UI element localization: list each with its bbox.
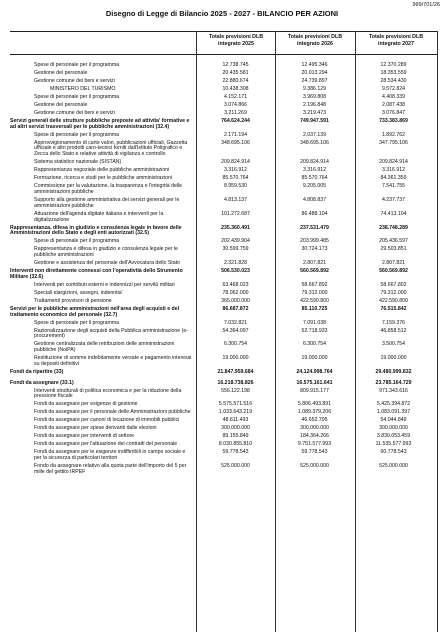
row-label: Formazione, ricerca e studi per le pubbliche amministrazioni (34, 175, 173, 182)
table-row (10, 198, 438, 210)
row-value-2026: 209.824.914 (300, 159, 329, 166)
table-row (10, 133, 438, 139)
row-label: Gestione del personale (34, 69, 88, 76)
row-value-2025: 3.074.866 (223, 101, 248, 108)
row-value-2026: 86.488.104 (301, 210, 328, 217)
row-value-2026: 3.316.912 (302, 167, 327, 174)
row-value-2026: 24.124.998.764 (296, 368, 333, 375)
row-value-2025: 4.813.137 (223, 196, 248, 203)
row-value-2025: 101.272.687 (221, 210, 250, 217)
row-value-2026: 300.000.000 (300, 425, 329, 432)
row-value-2025: 556.122.198 (221, 387, 250, 394)
row-label: Attuazione dell'agenda digitale italiana e interventi per la digitalizzazione (34, 210, 164, 223)
column-header-2026: Totale previsioni DLB integrato 2026 (287, 34, 343, 47)
row-label: Fondi da assegnare per interventi di settore (34, 433, 135, 440)
row-value-2026: 30.724.173 (301, 246, 328, 253)
row-label: Gestione centralizzata delle retribuzioni delle amministrazioni pubbliche (NoiPA) (34, 341, 175, 354)
document-number: 999/701/26 (412, 2, 440, 8)
row-value-2027: 3.830.053.459 (376, 433, 411, 440)
row-value-2027: 28.534.430 (380, 77, 407, 84)
table-row (10, 226, 438, 238)
row-label: Spese di personale per il programma (34, 319, 120, 326)
row-value-2026: 5.806.493.891 (297, 401, 332, 408)
row-value-2025: 2.321.828 (223, 260, 248, 267)
row-label: Servizi per le pubbliche amministrazioni nell'area degli acquisti e del trattamento economico del personale (32.7) (10, 305, 180, 318)
row-label: MINISTERO DEL TURISMO (50, 85, 116, 92)
row-value-2026: 52.718.933 (301, 327, 328, 334)
row-value-2027: 205.436.597 (379, 238, 408, 245)
table-row (10, 299, 438, 305)
row-value-2025: 202.439.904 (221, 238, 250, 245)
row-value-2026: 7.091.038 (302, 319, 327, 326)
row-value-2027: 54.044.849 (380, 417, 407, 424)
row-label: Spese di personale per il programma (34, 62, 120, 68)
row-value-2027: 58.667.802 (380, 281, 407, 288)
row-label: Sistema statistico nazionale (SISTAN) (34, 159, 122, 166)
row-label: Speciali elargizioni, assegni, indennita' (34, 289, 123, 296)
row-value-2026: 79.312.000 (301, 289, 328, 296)
row-value-2027: 3.076.847 (381, 109, 406, 116)
row-value-2027: 422.590.800 (379, 297, 408, 304)
row-value-2027: 1.892.762 (381, 131, 406, 138)
row-label: Gestione e assistenza del personale dell'Avvocatura dello Stato (34, 260, 180, 267)
row-label: Gestione del personale (34, 101, 88, 108)
row-value-2025: 63.468.023 (222, 281, 249, 288)
row-value-2027: 238.748.289 (379, 224, 408, 231)
table-row (10, 79, 438, 85)
row-value-2026: 19.000.000 (301, 355, 328, 362)
row-value-2027: 2.807.821 (381, 260, 406, 267)
row-value-2027: 46.858.512 (380, 327, 407, 334)
row-value-2025: 59.778.543 (222, 449, 249, 456)
row-value-2027: 60.778.543 (380, 449, 407, 456)
row-value-2025: 235.360.491 (221, 224, 250, 231)
row-value-2025: 89.155.849 (222, 433, 249, 440)
row-value-2027: 3.500.754 (381, 341, 406, 348)
row-value-2026: 59.778.543 (301, 449, 328, 456)
row-value-2026: 809.915.177 (300, 387, 329, 394)
table-row (10, 370, 438, 376)
table-row (10, 63, 438, 69)
row-value-2026: 16.575.161.641 (296, 379, 333, 386)
row-value-2027: 733.383.869 (379, 117, 408, 124)
row-value-2025: 1.033.643.219 (218, 409, 253, 416)
row-label: Gestione comune dei beni e servizi (34, 77, 115, 84)
header-bottom-rule (10, 54, 438, 55)
table-row (10, 283, 438, 289)
table-row (10, 184, 438, 196)
row-label: Fondi da assegnare (33.1) (10, 379, 74, 386)
column-header-2027: Totale previsioni DLB integrato 2027 (368, 34, 424, 47)
row-value-2025: 22.880.674 (222, 77, 249, 84)
row-value-2026: 2.037.139 (302, 131, 327, 138)
table-row (10, 95, 438, 101)
row-value-2025: 54.364.097 (222, 327, 249, 334)
row-label: Rappresentanza, difesa in giudizio e consulenza legale in favore delle Amministrazioni dello Stato e degli enti autorizzati (32.5) (10, 224, 182, 237)
row-label: Interventi non direttamente connessi con l'operatività dello Strumento Militare (32.6) (10, 268, 183, 280)
table-row (10, 111, 438, 117)
row-value-2027: 560.569.892 (379, 268, 408, 275)
row-label: Trattamenti provvisori di pensione (34, 297, 112, 304)
table-row (10, 212, 438, 224)
row-value-2027: 2.087.438 (381, 101, 406, 108)
row-value-2027: 525.000.000 (379, 463, 408, 470)
row-value-2026: 525.000.000 (300, 463, 329, 470)
row-value-2026: 3.219.473 (302, 109, 327, 116)
row-value-2027: 209.824.914 (379, 159, 408, 166)
row-value-2026: 9.205.005 (302, 183, 327, 190)
row-value-2026: 20.013.294 (301, 69, 328, 76)
row-value-2027: 4.408.339 (381, 93, 406, 100)
row-value-2027: 7.541.755 (381, 183, 406, 190)
row-label: Fondi da ripartire (33) (10, 368, 64, 375)
row-value-2026: 237.531.479 (300, 224, 329, 231)
row-value-2027: 3.316.912 (381, 167, 406, 174)
row-value-2026: 85.110.725 (301, 305, 328, 312)
table-row (10, 329, 438, 341)
table-row (10, 426, 438, 432)
row-label: Interventi strutturali di politica economica e per la riduzione della pressione fiscale (34, 387, 182, 400)
table-row (10, 141, 438, 158)
row-value-2025: 16.218.738.826 (217, 379, 254, 386)
row-value-2025: 8.030.855.810 (218, 441, 253, 448)
row-label: Spese di personale per il programma (34, 93, 120, 100)
budget-table-body (10, 63, 438, 478)
row-value-2027: 79.312.000 (380, 289, 407, 296)
row-label: Supporto alla gestione amministrativa dei servizi generali per le amministrazioni pubbliche (34, 196, 180, 209)
table-row (10, 168, 438, 174)
row-value-2026: 6.300.754 (302, 341, 327, 348)
row-value-2026: 24.739.897 (301, 77, 328, 84)
row-value-2025: 20.435.581 (222, 69, 249, 76)
row-label: Servizi generali delle strutture pubbliche preposte ad attivita' formative e ad altri servizi trasversali per le pubbliche amministrazioni (32.4) (10, 117, 190, 130)
row-value-2025: 78.062.000 (222, 289, 249, 296)
table-row (10, 434, 438, 440)
row-value-2025: 3.211.269 (224, 109, 247, 116)
row-value-2025: 6.300.754 (223, 341, 248, 348)
row-value-2027: 7.159.376 (381, 319, 406, 326)
table-row (10, 389, 438, 401)
row-value-2027: 5.425.394.872 (376, 401, 411, 408)
row-label: Fondi da assegnare per l'attuazione dei contratti del personale (34, 441, 178, 448)
table-row (10, 356, 438, 368)
row-value-2026: 749.947.591 (300, 117, 329, 124)
row-value-2025: 86.687.872 (222, 305, 249, 312)
row-value-2025: 12.738.745 (222, 62, 249, 68)
row-label: Razionalizzazione degli acquisti della Pubblica amministrazione (e-procurement) (34, 327, 188, 340)
table-row (10, 160, 438, 166)
row-value-2026: 46.652.795 (301, 417, 328, 424)
row-value-2026: 203.999.485 (300, 238, 329, 245)
row-value-2025: 48.611.493 (222, 417, 249, 424)
table-row (10, 87, 438, 93)
table-row (10, 410, 438, 416)
row-value-2025: 30.599.759 (222, 246, 249, 253)
row-value-2027: 76.515.842 (380, 305, 407, 312)
row-value-2025: 21.847.959.684 (217, 368, 254, 375)
row-value-2025: 4.152.171 (223, 93, 248, 100)
row-value-2026: 2.807.821 (302, 260, 327, 267)
row-label: Restituzione di somme indebitamente versate e pagamento interessi su depositi definitivi (34, 355, 192, 367)
row-value-2027: 29.503.851 (380, 246, 407, 253)
row-value-2025: 506.530.023 (221, 268, 250, 275)
row-value-2027: 19.000.000 (380, 355, 407, 362)
row-label: Interventi per contributi esterni e indennizzi per servitù militari (34, 281, 175, 288)
table-row (10, 342, 438, 354)
row-value-2027: 971.343.616 (379, 387, 408, 394)
row-label: Rappresentanza e difesa in giudizio e consulenza legale per le pubbliche amministrazioni (34, 246, 178, 259)
table-row (10, 450, 438, 462)
table-row (10, 442, 438, 448)
row-value-2027: 18.353.559 (380, 69, 407, 76)
row-value-2025: 7.032.821 (223, 319, 248, 326)
table-row (10, 103, 438, 109)
row-value-2027: 4.237.737 (381, 196, 406, 203)
row-value-2026: 184.364.266 (300, 433, 329, 440)
row-value-2027: 9.572.824 (381, 85, 406, 92)
row-value-2026: 560.569.892 (300, 268, 329, 275)
table-row (10, 261, 438, 267)
row-label: Spese di personale per il programma (34, 131, 120, 138)
row-value-2026: 12.495.346 (301, 62, 328, 68)
row-value-2026: 422.590.800 (300, 297, 329, 304)
row-value-2026: 1.089.379.206 (297, 409, 332, 416)
table-row (10, 464, 438, 476)
row-value-2025: 19.000.000 (222, 355, 249, 362)
row-value-2025: 209.824.914 (221, 159, 250, 166)
row-value-2026: 4.808.837 (302, 196, 327, 203)
row-value-2025: 3.316.912 (223, 167, 248, 174)
table-row (10, 269, 438, 281)
row-value-2025: 365.000.000 (221, 297, 250, 304)
row-value-2026: 58.667.892 (301, 281, 328, 288)
row-value-2027: 74.413.104 (380, 210, 407, 217)
table-row (10, 381, 438, 387)
row-label: Spese di personale per il programma (34, 238, 120, 245)
row-label: Approvvigionamento di carte valori, pubblicazioni ufficiali, Gazzetta ufficiale e altri prodotti caro-tecnici forniti dall'Istituto Poligrafico e Zecca dello Stato e relative attività di vigilanza e controllo (34, 139, 188, 158)
row-label: Gestione comune dei beni e servizi (34, 109, 115, 116)
row-value-2026: 2.196.848 (302, 101, 327, 108)
row-value-2025: 10.438.308 (222, 85, 249, 92)
row-label: Rappresentanza negoziale delle pubbliche amministrazioni (34, 167, 170, 174)
row-value-2025: 2.171.194 (223, 131, 248, 138)
row-value-2025: 8.959.530 (223, 183, 248, 190)
table-row (10, 418, 438, 424)
row-label: Fondi da assegnare per esigenze di gestione (34, 401, 138, 408)
row-value-2027: 84.361.359 (380, 175, 407, 182)
table-row (10, 247, 438, 259)
row-value-2025: 300.000.000 (221, 425, 250, 432)
row-label: Fondi da assegnare per le esigenze indifferibili in campo sociale e per la sicurezza di particolari territori (34, 449, 186, 462)
row-value-2027: 300.000.000 (379, 425, 408, 432)
row-value-2026: 85.570.764 (301, 175, 328, 182)
row-value-2025: 525.000.000 (221, 463, 250, 470)
row-value-2027: 1.083.091.397 (376, 409, 411, 416)
table-row (10, 239, 438, 245)
row-value-2027: 11.535.577.993 (375, 441, 412, 448)
row-value-2026: 348.695.106 (300, 139, 329, 146)
row-value-2025: 5.575.571.516 (218, 401, 253, 408)
row-value-2025: 85.570.764 (222, 175, 249, 182)
row-value-2026: 9.386.129 (302, 85, 327, 92)
document-title: Disegno di Legge di Bilancio 2025 - 2027 - BILANCIO PER AZIONI (105, 9, 339, 18)
row-label: Fondi da assegnare per il personale delle Amministrazioni pubbliche (34, 409, 191, 416)
row-value-2025: 764.624.244 (221, 117, 250, 124)
table-row (10, 291, 438, 297)
row-value-2026: 3.969.808 (302, 93, 327, 100)
table-top-rule (10, 31, 438, 32)
row-value-2027: 12.370.289 (380, 62, 407, 68)
row-value-2025: 348.695.106 (221, 139, 250, 146)
table-row (10, 307, 438, 319)
row-label: Fondi da assegnare per canoni di locazione di immobili pubblici (34, 417, 180, 424)
table-row (10, 176, 438, 182)
row-value-2027: 23.785.164.729 (375, 379, 412, 386)
row-label: Commissione per la valutazione, la trasparenza e l'integrità delle amministrazioni pubbliche (34, 183, 183, 195)
table-row (10, 119, 438, 131)
column-header-2025: Totale previsioni DLB integrato 2025 (208, 34, 264, 47)
table-row (10, 402, 438, 408)
row-value-2026: 9.751.577.993 (297, 441, 332, 448)
row-label: Fondi da assegnare per spese derivanti dalle elezioni (34, 425, 157, 432)
row-label: Fondo da assegnare relativo alla quota parte dell'importo del 5 per mille del gettito IRPEF (34, 463, 187, 475)
table-row (10, 71, 438, 77)
row-value-2027: 347.795.106 (379, 139, 408, 146)
row-value-2027: 29.480.999.832 (375, 368, 412, 375)
table-row (10, 321, 438, 327)
